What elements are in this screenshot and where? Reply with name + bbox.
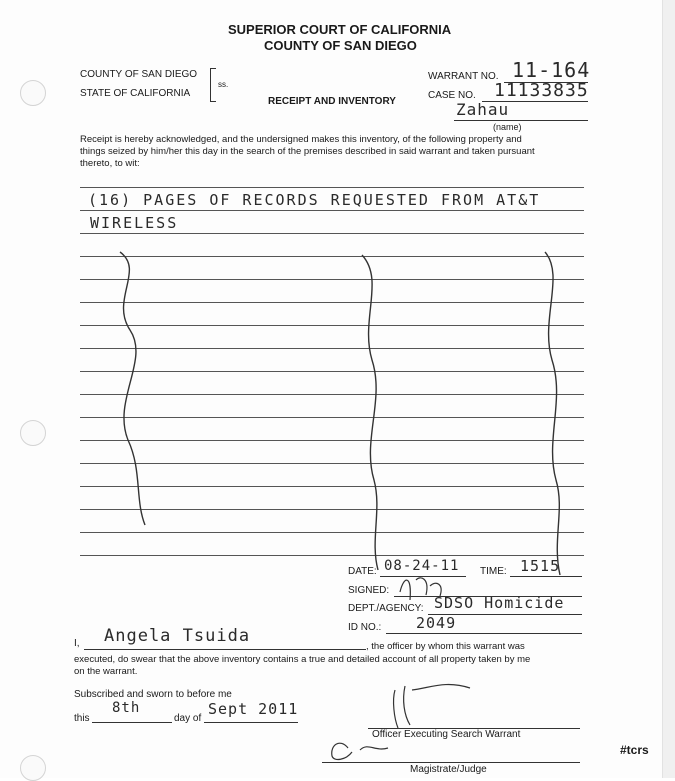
watermark: #tcrs [620,743,649,757]
officer-name-underline [84,649,366,650]
month-year-underline [204,722,298,723]
court-title: SUPERIOR COURT OF CALIFORNIA [228,22,452,37]
inventory-line-2: WIRELESS [90,214,179,232]
warrant-label: WARRANT NO. [428,71,499,82]
officer-signature [394,685,470,728]
oath-text: , the officer by whom this warrant was [366,641,525,652]
officer-name: Angela Tsuida [104,626,251,646]
oath-text: on the warrant. [74,666,138,677]
time-label: TIME: [480,566,507,577]
month-year-value: Sept 2011 [208,700,299,718]
receipt-text: things seized by him/her this day in the search of the premises described in said warrant and taken pursuant [80,146,535,157]
court-county: COUNTY OF SAN DIEGO [264,38,417,53]
strike-line [545,252,560,575]
id-underline [386,633,582,634]
dept-value: SDSO Homicide [434,594,565,612]
date-underline [380,576,466,577]
venue-county: COUNTY OF SAN DIEGO [80,69,198,80]
oath-prefix: I, [74,638,80,649]
sworn-heading: Subscribed and sworn to before me [74,689,232,700]
inventory-line-1: (16) PAGES OF RECORDS REQUESTED FROM AT&T [88,191,541,209]
venue-state: STATE OF CALIFORNIA [80,88,191,99]
magistrate-signature [332,743,388,759]
date-label: DATE: [348,566,377,577]
day-value: 8th [112,700,141,716]
case-value: 11133835 [494,80,589,101]
oath-text: executed, do swear that the above inventory contains a true and detailed account of all property taken by me [74,654,531,665]
this-label: this [74,713,90,724]
name-value: Zahau [456,100,510,119]
time-value: 1515 [520,557,561,575]
strike-line [120,252,145,525]
day-of-label: day of [174,713,202,724]
warrant-value: 11-164 [512,58,591,82]
dept-label: DEPT./AGENCY: [348,603,424,614]
signed-label: SIGNED: [348,585,390,596]
day-underline [92,722,172,723]
officer-signature-label: Officer Executing Search Warrant [372,729,521,740]
id-label: ID NO.: [348,622,382,633]
id-value: 2049 [416,614,457,632]
form-title: RECEIPT AND INVENTORY [268,96,396,107]
venue-ss: ss. [218,80,229,89]
magistrate-signature-line [322,762,580,763]
receipt-text: Receipt is hereby acknowledged, and the undersigned makes this inventory, of the following property and [80,134,522,145]
receipt-text: thereto, to wit: [80,158,140,169]
case-label: CASE NO. [428,90,476,101]
magistrate-label: Magistrate/Judge [410,764,487,775]
name-label: (name) [493,122,522,132]
date-value: 08-24-11 [384,558,460,574]
time-underline [510,576,582,577]
strike-line [362,255,378,570]
